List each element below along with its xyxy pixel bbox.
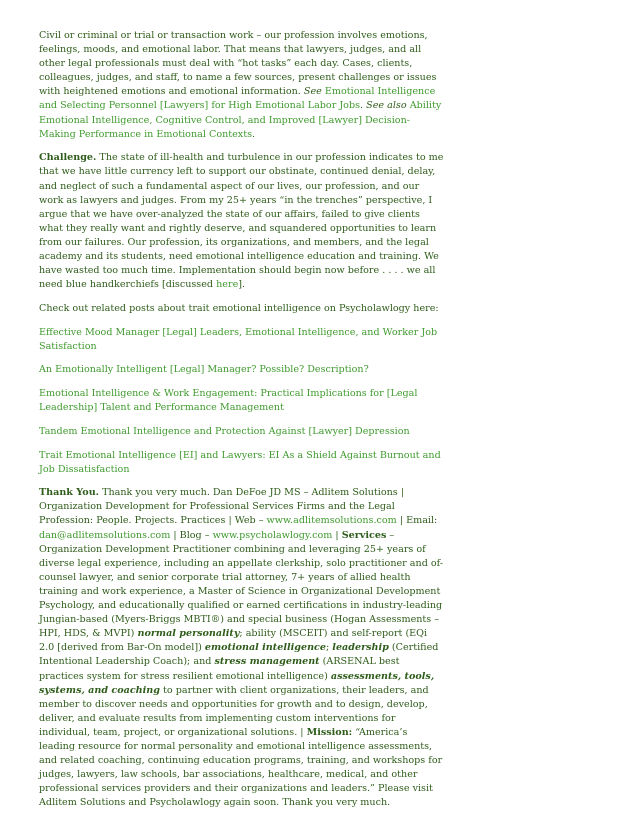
assessments-label: assessments, tools, systems, and coaching (39, 670, 435, 696)
related-post-link-mood-manager[interactable]: Effective Mood Manager [Legal] Leaders, Emotional Intelligence, and Worker Job Satisfaction (39, 326, 438, 352)
leadership-label: leadership (332, 642, 389, 654)
thanks-text-7: ; (326, 642, 333, 654)
thank-you-paragraph (39, 486, 445, 810)
thanks-text-5: – Organization Development Practitioner combining and leveraging 25+ years of diverse legal experience, including an appellate clerkship, solo practitioner and of-counsel lawyer, and senior corporate trial attorney, 7+ years of allied health training and work experience, a Master of Science in Organizational Development Psychology, and educationally qualified or earned certifications in industry-leading Jungian-based (Myers-Briggs MBTI®) and special business (Hogan Assessments – HPI, HDS, & MVPI) (39, 529, 444, 640)
article-body (39, 29, 445, 820)
intro-end: . (252, 128, 256, 140)
services-label: Services (341, 529, 387, 541)
challenge-end: ]. (238, 279, 246, 291)
see-also-label: See also (366, 100, 407, 112)
normal-personality-label: normal personality (137, 628, 240, 640)
email-link[interactable]: dan@adlitemsolutions.com (39, 529, 171, 541)
related-post-link-work-engagement[interactable]: Emotional Intelligence & Work Engagement: Practical Implications for [Legal Leadership] Talent and Performance Management (39, 388, 418, 414)
intro-separator: . (360, 100, 364, 112)
website-link[interactable]: www.adlitemsolutions.com (266, 515, 397, 527)
mission-label: Mission: (306, 726, 353, 738)
related-post-link-burnout[interactable]: Trait Emotional Intelligence [EI] and Lawyers: EI As a Shield Against Burnout and Job Dissatisfaction (39, 449, 441, 475)
intro-link-selecting-personnel[interactable]: Emotional Intelligence and Selecting Personnel [Lawyers] for High Emotional Labor Jobs (39, 86, 436, 112)
thanks-text-3: | Blog – (170, 529, 213, 541)
thanks-text-6: ; ability (MSCEIT) and self-report (EQi 2.0 [derived from Bar-On model]) (39, 628, 428, 654)
thanks-text-10: to partner with client organizations, their leaders, and member to discover needs and opportunities for growth and to design, develop, deliver, and evaluate results from implementing custom interventions for individual, team, project, or organizational solutions. | (39, 684, 429, 738)
thanks-text-9: (ARSENAL best practices system for stress resilient emotional intelligence) (39, 656, 400, 682)
see-label: See (303, 86, 322, 98)
challenge-label: Challenge. (39, 152, 97, 164)
challenge-paragraph (39, 151, 445, 292)
related-post-link-ei-manager[interactable]: An Emotionally Intelligent [Legal] Manager? Possible? Description? (39, 364, 369, 376)
challenge-here-link[interactable]: here (216, 279, 239, 291)
related-post-item (39, 387, 445, 415)
related-post-link-depression[interactable]: Tandem Emotional Intelligence and Protection Against [Lawyer] Depression (39, 425, 410, 437)
intro-paragraph (39, 29, 445, 142)
thank-you-label: Thank You. (39, 487, 100, 499)
thanks-text-1: Thank you very much. Dan DeFoe JD MS – Adlitem Solutions | Organization Development for Professional Services Firms and the Legal Profession: People. Projects. Practices | Web – (39, 487, 405, 527)
related-post-item (39, 425, 445, 439)
thanks-text-2: | Email: (396, 515, 438, 527)
blog-link[interactable]: www.psycholawlogy.com (212, 529, 333, 541)
stress-management-label: stress management (214, 656, 320, 668)
intro-link-ability-ei[interactable]: Ability Emotional Intelligence, Cognitive Control, and Improved [Lawyer] Decision-Making Performance in Emotional Contexts (39, 100, 442, 140)
related-post-item (39, 326, 445, 354)
challenge-text: The state of ill-health and turbulence in our profession indicates to me that we have little currency left to support our obstinate, continued denial, delay, and neglect of such a fundamental aspect of our lives, our profession, and our work as lawyers and judges. From my 25+ years “in the trenches” perspective, I argue that we have over-analyzed the state of our affairs, failed to give clients what they really want and rightly deserve, and squandered opportunities to learn from our failures. Our profession, its organizations, and members, and the legal academy and its students, need emotional intelligence education and training. We have wasted too much time. Implementation should begin now before . . . . we all need blue handkerchiefs [discussed (39, 152, 444, 291)
thanks-text-11: “America’s leading resource for normal personality and emotional intelligence assessments, and related coaching, continuing education programs, training, and workshops for judges, lawyers, law schools, bar associations, healthcare, medical, and other professional services providers and their organizations and leaders.” Please visit Adlitem Solutions and Psycholawlogy again soon. Thank you very much. (39, 726, 443, 809)
intro-text: Civil or criminal or trial or transaction work – our profession involves emotions, feelings, moods, and emotional labor. That means that lawyers, judges, and all other legal professionals must deal with “hot tasks” each day. Cases, clients, colleagues, judges, and staff, to name a few sources, present challenges or issues with heightened emotions and emotional information. (39, 30, 437, 98)
thanks-text-8: (Certified Intentional Leadership Coach); and (39, 642, 439, 668)
related-post-item (39, 449, 445, 477)
related-intro: Check out related posts about trait emotional intelligence on Psycholawlogy here: (39, 302, 439, 314)
emotional-intelligence-label: emotional intelligence (204, 642, 326, 654)
thanks-text-4: | (332, 529, 342, 541)
related-post-item (39, 363, 445, 377)
